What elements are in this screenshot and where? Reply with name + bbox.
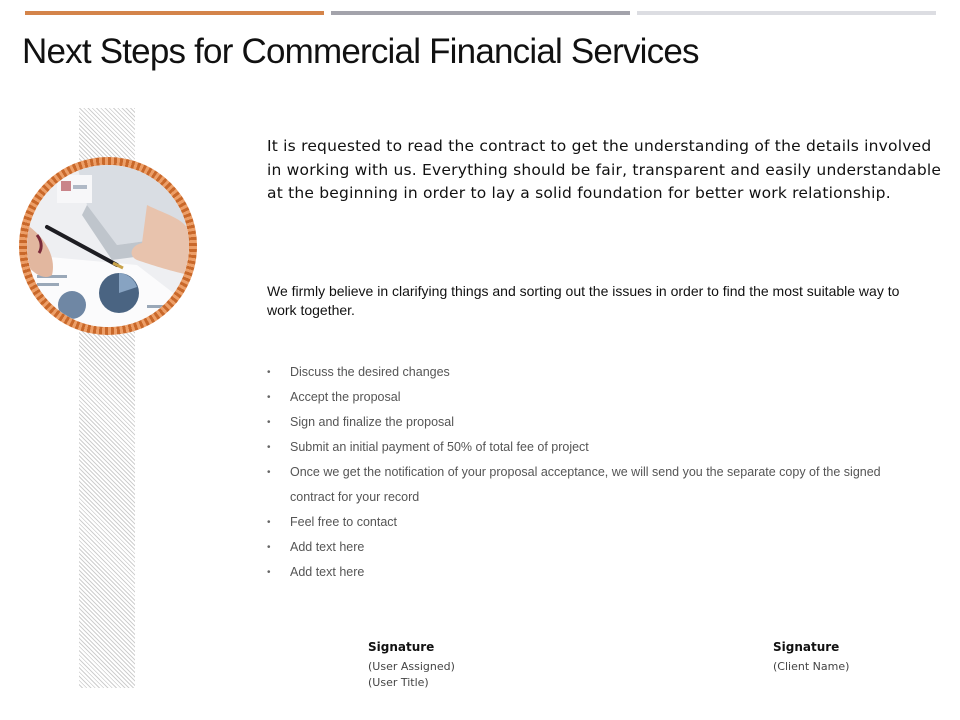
signature-label: Signature (773, 640, 840, 654)
accent-bar-orange (25, 11, 324, 15)
bullet-icon: • (267, 442, 271, 453)
steps-list (267, 360, 927, 585)
list-item-text: Accept the proposal (290, 390, 401, 404)
list-item-text: Add text here (290, 565, 365, 579)
list-item (267, 410, 927, 435)
bullet-icon: • (267, 567, 271, 578)
list-item (267, 435, 927, 460)
list-item-text: Submit an initial payment of 50% of total fee of project (290, 440, 589, 454)
belief-paragraph: We firmly believe in clarifying things and sorting out the issues in order to find the most suitable way to work together. (267, 283, 900, 318)
user-signature-block (368, 640, 455, 691)
bullet-icon: • (267, 367, 271, 378)
accent-bar-gray (331, 11, 630, 15)
bullet-icon: • (267, 542, 271, 553)
list-item (267, 535, 927, 560)
user-assigned-label: (User Assigned) (368, 660, 455, 673)
list-item (267, 560, 927, 585)
page-title: Next Steps for Commercial Financial Services (22, 32, 699, 71)
photo-hands-document-chart-icon (27, 165, 189, 327)
list-item (267, 385, 927, 410)
list-item (267, 510, 927, 535)
client-signature-block (773, 640, 849, 675)
list-item-text: Once we get the notification of your proposal acceptance, we will send you the separate copy of the signed contract for your record (290, 465, 881, 504)
bullet-icon: • (267, 467, 271, 478)
bullet-icon: • (267, 417, 271, 428)
bullet-icon: • (267, 517, 271, 528)
list-item (267, 460, 927, 510)
list-item-text: Sign and finalize the proposal (290, 415, 455, 429)
photo-frame (19, 157, 197, 335)
accent-bar-light (637, 11, 936, 15)
list-item-text: Feel free to contact (290, 515, 398, 529)
intro-paragraph: It is requested to read the contract to get the understanding of the details involved in working with us. Everything should be fair, transparent and easily understandable at the beginning in order to lay a solid foundation for better work relationship. (267, 137, 942, 202)
bullet-icon: • (267, 392, 271, 403)
list-item-text: Discuss the desired changes (290, 365, 450, 379)
list-item-text: Add text here (290, 540, 365, 554)
signature-label: Signature (368, 640, 435, 654)
list-item (267, 360, 927, 385)
user-title-label: (User Title) (368, 676, 429, 689)
client-name-label: (Client Name) (773, 660, 850, 673)
